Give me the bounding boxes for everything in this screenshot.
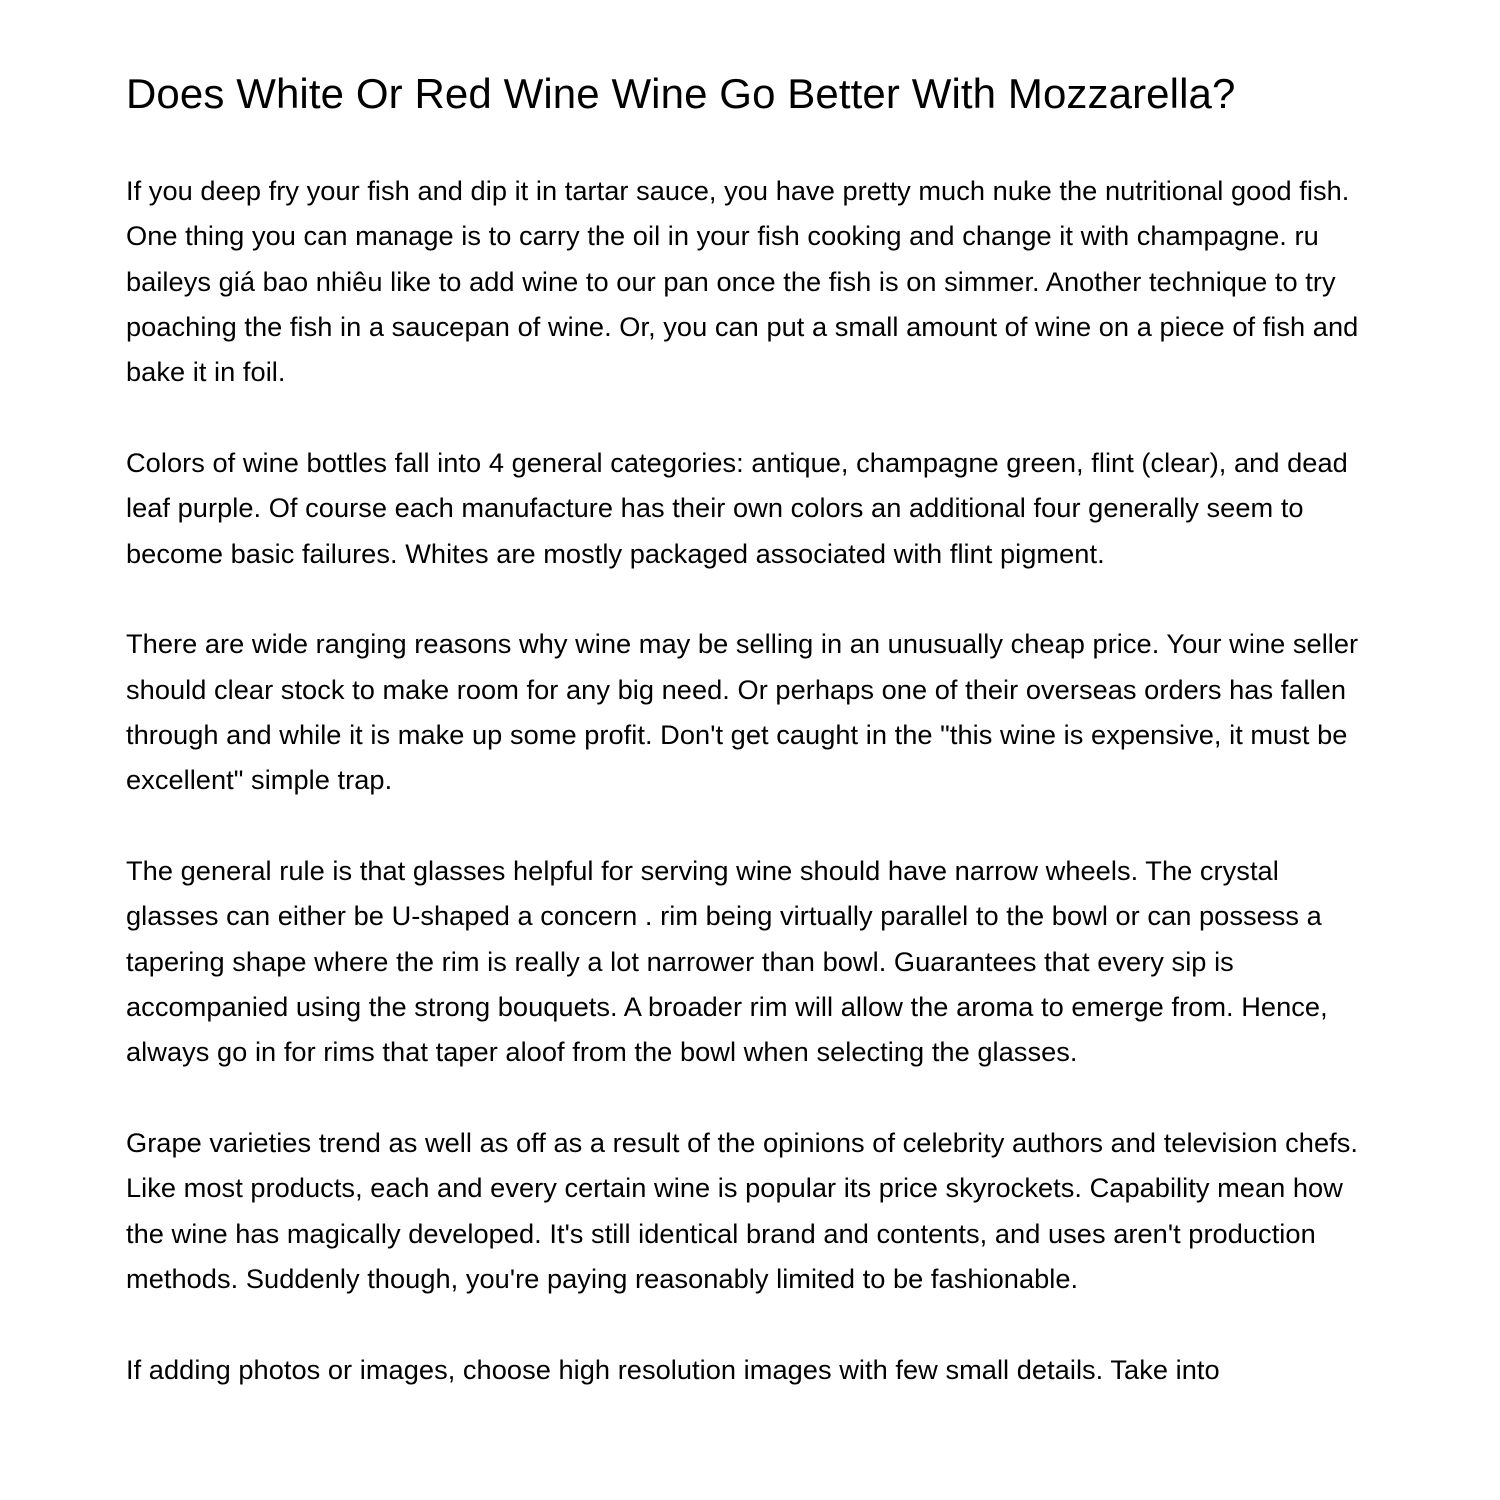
document-title: Does White Or Red Wine Wine Go Better With Mozzarella?: [126, 70, 1236, 117]
paragraph-photos: If adding photos or images, choose high resolution images with few small details. Take into: [126, 1353, 1220, 1385]
paragraph-glasses: The general rule is that glasses helpful for serving wine should have narrow wheels. The crystal glasses can either be U-shaped a concern . rim being virtually parallel to the bowl or can possess a tapering shape where the rim is really a lot narrower than bowl. Guarantees that every sip is accompanied using the strong bouquets. A broader rim will allow the aroma to emerge from. Hence, always go in for rims that taper aloof from the bowl when selecting the glasses.: [126, 855, 1328, 1068]
paragraph-bottle-colors: Colors of wine bottles fall into 4 general categories: antique, champagne green, flint (clear), and dead leaf purple. Of course each manufacture has their own colors an additional four generally seem to become basic failures. Whites are mostly packaged associated with flint pigment.: [126, 446, 1348, 569]
paragraph-grape-varieties: Grape varieties trend as well as off as a result of the opinions of celebrity authors and television chefs. Like most products, each and every certain wine is popular its price skyrockets. Capability mean how the wine has magically developed. It's still identical brand and contents, and uses aren't production methods. Suddenly though, you're paying reasonably limited to be fashionable.: [126, 1127, 1358, 1294]
paragraph-fish-cooking: If you deep fry your fish and dip it in tartar sauce, you have pretty much nuke the nutritional good fish. One thing you can manage is to carry the oil in your fish cooking and change it with champagne. ru baileys giá bao nhiêu like to add wine to our pan once the fish is on simmer. Another technique to try poaching the fish in a saucepan of wine. Or, you can put a small amount of wine on a piece of fish and bake it in foil.: [126, 175, 1359, 388]
document-page: [126, 68, 1366, 1438]
paragraph-cheap-price: There are wide ranging reasons why wine may be selling in an unusually cheap price. Your wine seller should clear stock to make room for any big need. Or perhaps one of their overseas orders has fallen through and while it is make up some profit. Don't get caught in the "this wine is expensive, it must be excellent" simple trap.: [126, 628, 1359, 796]
